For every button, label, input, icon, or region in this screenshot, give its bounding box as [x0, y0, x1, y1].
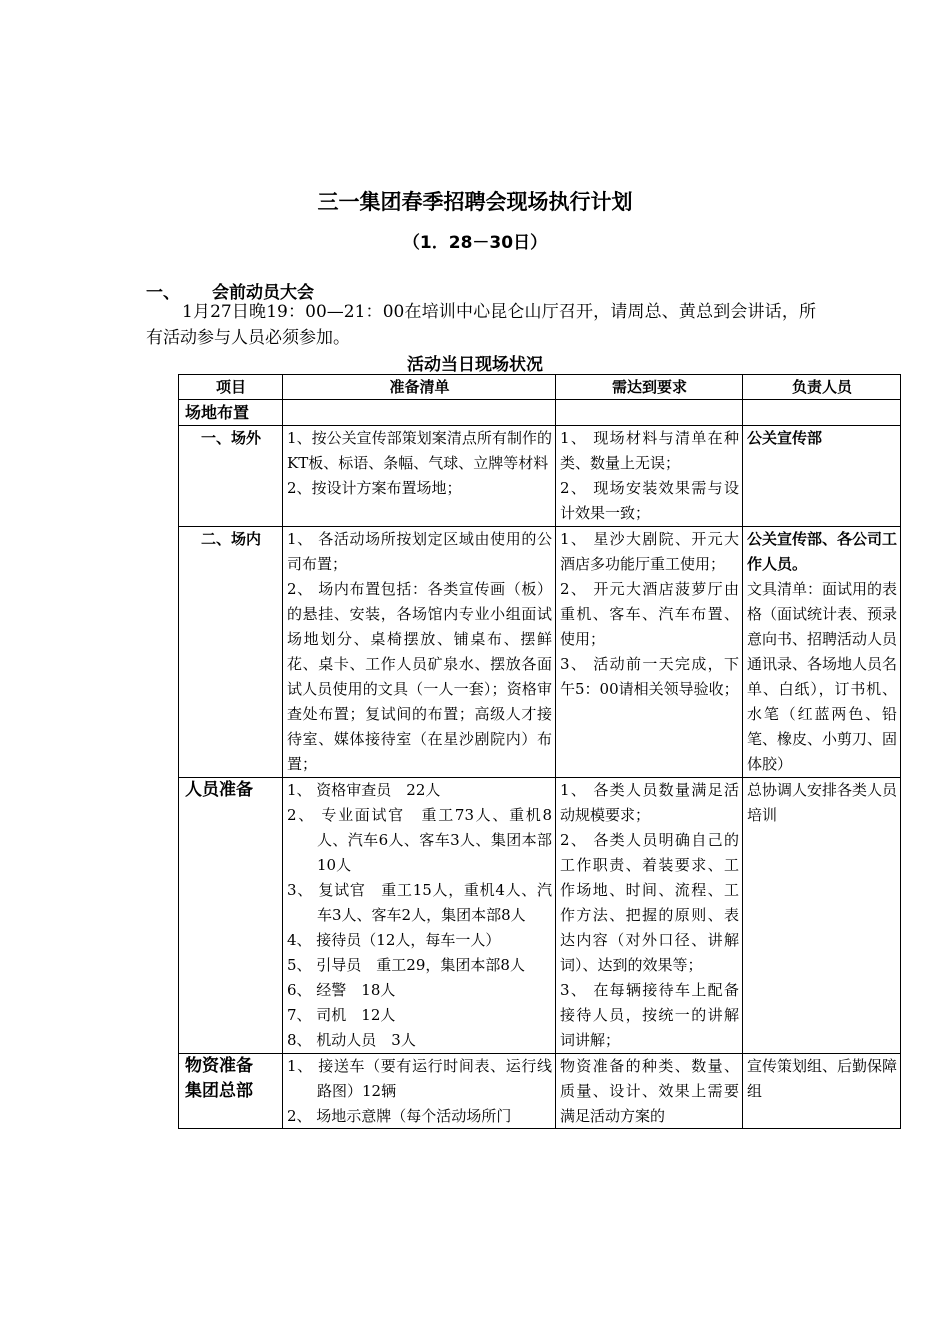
inside-req — [556, 527, 743, 778]
table-row-inside — [179, 527, 901, 778]
materials-label-line1: 物资准备 — [185, 1056, 253, 1076]
section-number: 一、 — [146, 283, 180, 303]
header-req: 需达到要求 — [556, 375, 743, 400]
table-row-venue — [179, 400, 901, 426]
subcategory-outside: 一、场外 — [179, 426, 283, 527]
materials-prep-item: 1、 接送车（要有运行时间表、运行线路图）12辆 — [287, 1057, 552, 1100]
table-row-materials — [179, 1054, 901, 1129]
inside-prep-item: 1、 各活动场所按划定区域由使用的公司布置； — [287, 530, 552, 573]
staff-prep-item: 7、 司机 12人 — [287, 1006, 396, 1024]
category-staff: 人员准备 — [179, 778, 283, 1054]
materials-label-line2: 集团总部 — [185, 1081, 253, 1101]
header-prep: 准备清单 — [283, 375, 556, 400]
staff-owner: 总协调人安排各类人员培训 — [743, 778, 901, 1054]
inside-owner — [743, 527, 901, 778]
materials-req-clip — [560, 1054, 739, 1128]
section-heading: 会前动员大会 — [212, 283, 314, 303]
category-materials — [179, 1054, 283, 1129]
document-title: 三一集团春季招聘会现场执行计划 — [317, 190, 633, 214]
inside-req-item: 2、 开元大酒店菠萝厅由重机、客车、汽车布置、使用； — [560, 580, 739, 648]
outside-req — [556, 426, 743, 527]
outside-req-item: 1、 现场材料与清单在种类、数量上无误； — [560, 429, 739, 472]
outside-prep — [283, 426, 556, 527]
inside-owner-team: 公关宣传部、各公司工作人员。 — [747, 530, 898, 573]
inside-prep — [283, 527, 556, 778]
staff-prep-item: 3、 复试官 重工15人，重机4人、汽车3人、客车2人，集团本部8人 — [287, 881, 552, 924]
staff-prep-item: 6、 经警 18人 — [287, 981, 396, 999]
staff-prep-item: 5、 引导员 重工29，集团本部8人 — [287, 956, 525, 974]
staff-prep-item: 4、 接待员（12人，每车一人） — [287, 931, 501, 949]
materials-prep — [283, 1054, 556, 1129]
venue-empty-req — [556, 400, 743, 426]
inside-req-item: 1、 星沙大剧院、开元大酒店多功能厅重工使用； — [560, 530, 739, 573]
materials-req — [556, 1054, 743, 1129]
staff-prep — [283, 778, 556, 1054]
section-body: 1月27日晚19：00—21：00在培训中心昆仑山厅召开，请周总、黄总到会讲话，所有活动参与人员必须参加。 — [146, 302, 816, 348]
inside-owner-stationery: 文具清单：面试用的表格（面试统计表、预录意向书、招聘活动人员通讯录、各场地人员名单、白纸），订书机、水笔（红蓝两色、铅笔、橡皮、小剪刀、固体胶） — [747, 580, 898, 773]
staff-req-item: 1、 各类人员数量满足活动规模要求； — [560, 781, 739, 824]
staff-req — [556, 778, 743, 1054]
inside-prep-item: 2、 场内布置包括：各类宣传画（板）的悬挂、安装，各场馆内专业小组面试场地划分、桌椅摆放、铺桌布、摆鲜花、桌卡、工作人员矿泉水、摆放各面试人员使用的文具（一人一套）；资格审查处布置；复试间的布置；高级人才接待室、媒体接待室（在星沙剧院内）布置； — [287, 580, 552, 773]
staff-prep-item: 2、 专业面试官 重工73人、重机8人、汽车6人、客车3人、集团本部10人 — [287, 806, 552, 874]
outside-prep-item: 2、按设计方案布置场地； — [287, 479, 462, 497]
table-row-staff — [179, 778, 901, 1054]
table-caption: 活动当日现场状况 — [407, 355, 543, 375]
staff-prep-item: 8、 机动人员 3人 — [287, 1031, 416, 1049]
venue-empty-prep — [283, 400, 556, 426]
materials-owner: 宣传策划组、后勤保障组 — [743, 1054, 901, 1129]
outside-prep-item: 1、按公关宣传部策划案清点所有制作的KT板、标语、条幅、气球、立牌等材料 — [287, 429, 552, 472]
staff-req-item: 2、 各类人员明确自己的工作职责、着装要求、工作场地、时间、流程、工作方法、把握的原则、表达内容（对外口径、讲解词）、达到的效果等； — [560, 831, 739, 974]
outside-owner: 公关宣传部 — [743, 426, 901, 527]
materials-prep-clip — [287, 1054, 552, 1128]
header-item: 项目 — [179, 375, 283, 400]
table-row-outside — [179, 426, 901, 527]
plan-table — [178, 374, 901, 1129]
document-subtitle: （1．28－30日） — [402, 233, 548, 253]
materials-prep-item: 2、 场地示意牌（每个活动场所门 — [287, 1107, 512, 1125]
inside-req-item: 3、 活动前一天完成，下午5：00请相关领导验收； — [560, 655, 739, 698]
subcategory-inside: 二、场内 — [179, 527, 283, 778]
category-venue: 场地布置 — [179, 400, 283, 426]
header-owner: 负责人员 — [743, 375, 901, 400]
table-header-row — [179, 375, 901, 400]
staff-prep-item: 1、 资格审查员 22人 — [287, 781, 441, 799]
outside-req-item: 2、 现场安装效果需与设计效果一致； — [560, 479, 739, 522]
materials-req-text: 物资准备的种类、数量、质量、设计、效果上需要满足活动方案的 — [560, 1057, 739, 1125]
venue-empty-owner — [743, 400, 901, 426]
staff-req-item: 3、 在每辆接待车上配备接待人员，按统一的讲解词讲解； — [560, 981, 739, 1049]
